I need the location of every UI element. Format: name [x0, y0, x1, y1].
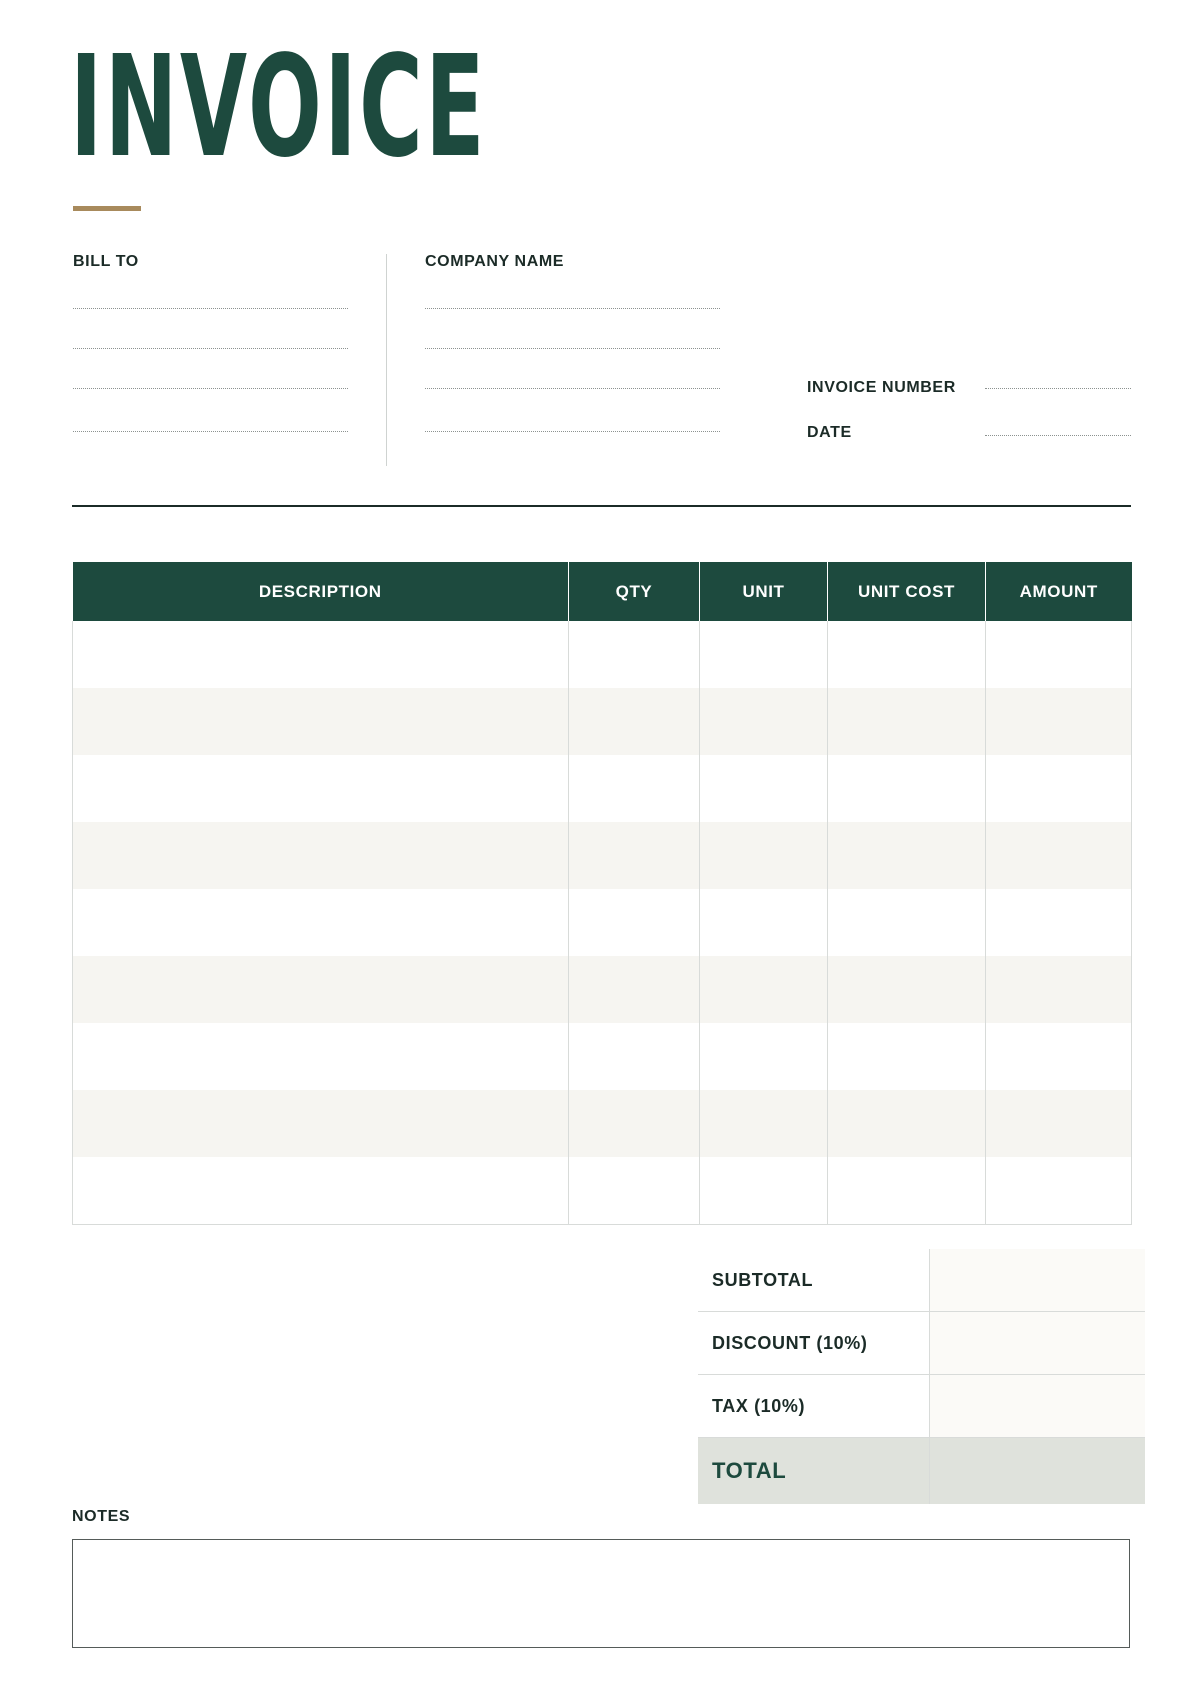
unit-cost-cell[interactable]: [828, 822, 986, 889]
amount-cell[interactable]: [986, 1090, 1132, 1157]
company-line-3[interactable]: [425, 388, 720, 389]
amount-cell[interactable]: [986, 755, 1132, 822]
qty-cell[interactable]: [569, 822, 700, 889]
qty-cell[interactable]: [569, 956, 700, 1023]
bill-to-line-3[interactable]: [73, 388, 348, 389]
table-row: [73, 621, 1132, 688]
company-name-label: COMPANY NAME: [425, 253, 565, 270]
unit-cost-cell[interactable]: [828, 956, 986, 1023]
date-field[interactable]: [985, 435, 1131, 436]
unit-cell[interactable]: [700, 1090, 828, 1157]
description-cell[interactable]: [73, 889, 569, 956]
section-divider: [72, 505, 1131, 507]
invoice-title: INVOICE: [70, 26, 488, 189]
col-header-unit-cost: UNIT COST: [828, 562, 986, 621]
unit-cost-cell[interactable]: [828, 1023, 986, 1090]
table-row: [73, 688, 1132, 755]
amount-cell[interactable]: [986, 688, 1132, 755]
discount-row: [698, 1312, 1145, 1375]
invoice-number-label: INVOICE NUMBER: [807, 379, 956, 396]
unit-cell[interactable]: [700, 1157, 828, 1225]
amount-cell[interactable]: [986, 1023, 1132, 1090]
bill-to-line-1[interactable]: [73, 308, 348, 309]
company-line-4[interactable]: [425, 431, 720, 432]
unit-cell[interactable]: [700, 822, 828, 889]
amount-cell[interactable]: [986, 889, 1132, 956]
bill-to-line-2[interactable]: [73, 348, 348, 349]
description-cell[interactable]: [73, 956, 569, 1023]
tax-value[interactable]: [930, 1375, 1146, 1438]
amount-cell[interactable]: [986, 956, 1132, 1023]
totals-table: [698, 1249, 1145, 1504]
total-row: [698, 1438, 1145, 1505]
tax-label: TAX (10%): [698, 1375, 930, 1438]
table-row: [73, 822, 1132, 889]
table-row: [73, 956, 1132, 1023]
unit-cost-cell[interactable]: [828, 755, 986, 822]
qty-cell[interactable]: [569, 1157, 700, 1225]
qty-cell[interactable]: [569, 755, 700, 822]
table-row: [73, 755, 1132, 822]
items-table: [72, 562, 1132, 1225]
notes-box[interactable]: [72, 1539, 1130, 1648]
qty-cell[interactable]: [569, 1023, 700, 1090]
discount-label: DISCOUNT (10%): [698, 1312, 930, 1375]
table-row: [73, 1090, 1132, 1157]
table-row: [73, 889, 1132, 956]
qty-cell[interactable]: [569, 889, 700, 956]
description-cell[interactable]: [73, 1023, 569, 1090]
amount-cell[interactable]: [986, 1157, 1132, 1225]
subtotal-label: SUBTOTAL: [698, 1249, 930, 1312]
date-label: DATE: [807, 424, 852, 441]
unit-cost-cell[interactable]: [828, 889, 986, 956]
col-header-unit: UNIT: [700, 562, 828, 621]
total-label: TOTAL: [698, 1438, 930, 1505]
items-table-header: [73, 562, 1132, 621]
unit-cost-cell[interactable]: [828, 621, 986, 688]
col-header-qty: QTY: [569, 562, 700, 621]
unit-cost-cell[interactable]: [828, 1157, 986, 1225]
unit-cost-cell[interactable]: [828, 688, 986, 755]
description-cell[interactable]: [73, 755, 569, 822]
amount-cell[interactable]: [986, 621, 1132, 688]
subtotal-row: [698, 1249, 1145, 1312]
title-accent-rule: [73, 206, 141, 211]
description-cell[interactable]: [73, 822, 569, 889]
company-line-2[interactable]: [425, 348, 720, 349]
description-cell[interactable]: [73, 621, 569, 688]
tax-row: [698, 1375, 1145, 1438]
column-separator: [386, 254, 387, 466]
unit-cell[interactable]: [700, 755, 828, 822]
unit-cell[interactable]: [700, 621, 828, 688]
unit-cell[interactable]: [700, 889, 828, 956]
amount-cell[interactable]: [986, 822, 1132, 889]
company-line-1[interactable]: [425, 308, 720, 309]
notes-label: NOTES: [72, 1508, 131, 1525]
total-value[interactable]: [930, 1438, 1146, 1505]
table-row: [73, 1023, 1132, 1090]
invoice-number-field[interactable]: [985, 388, 1131, 389]
description-cell[interactable]: [73, 1157, 569, 1225]
qty-cell[interactable]: [569, 688, 700, 755]
table-row: [73, 1157, 1132, 1225]
bill-to-label: BILL TO: [73, 253, 139, 270]
col-header-amount: AMOUNT: [986, 562, 1132, 621]
unit-cost-cell[interactable]: [828, 1090, 986, 1157]
description-cell[interactable]: [73, 1090, 569, 1157]
description-cell[interactable]: [73, 688, 569, 755]
qty-cell[interactable]: [569, 1090, 700, 1157]
unit-cell[interactable]: [700, 956, 828, 1023]
subtotal-value[interactable]: [930, 1249, 1146, 1312]
discount-value[interactable]: [930, 1312, 1146, 1375]
qty-cell[interactable]: [569, 621, 700, 688]
bill-to-line-4[interactable]: [73, 431, 348, 432]
unit-cell[interactable]: [700, 1023, 828, 1090]
col-header-description: DESCRIPTION: [73, 562, 569, 621]
unit-cell[interactable]: [700, 688, 828, 755]
